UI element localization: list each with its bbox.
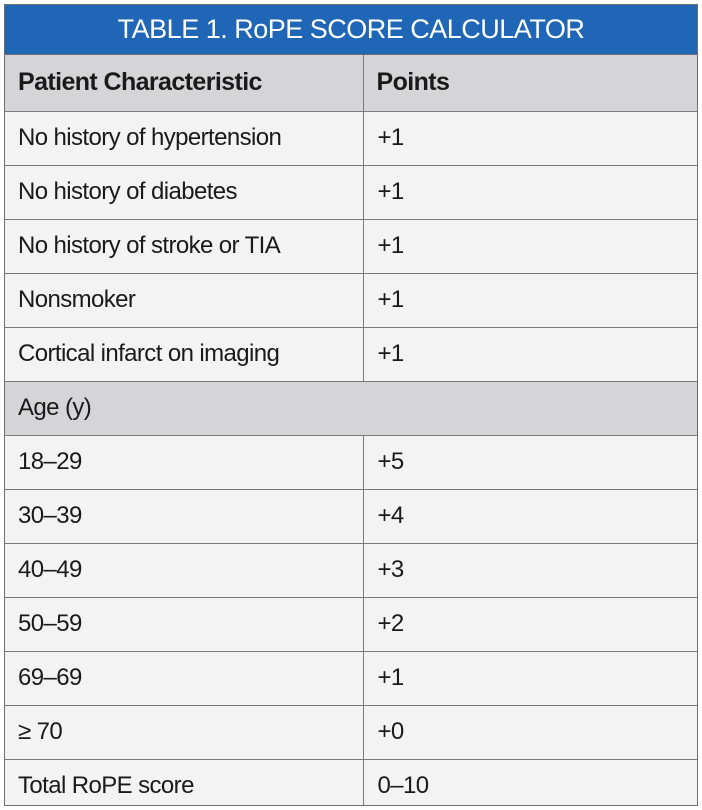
table-row <box>5 219 697 273</box>
table-row <box>5 435 697 489</box>
row-points: +5 <box>363 435 697 489</box>
age-section-label: Age (y) <box>5 381 697 435</box>
column-header-points: Points <box>363 55 697 111</box>
table-row <box>5 543 697 597</box>
age-section-header <box>5 381 697 435</box>
table-row <box>5 597 697 651</box>
row-points: +3 <box>363 543 697 597</box>
row-points: +0 <box>363 705 697 759</box>
row-label: ≥ 70 <box>5 705 363 759</box>
row-label: 40–49 <box>5 543 363 597</box>
row-points: +1 <box>363 327 697 381</box>
row-label: No history of diabetes <box>5 165 363 219</box>
row-points: +1 <box>363 219 697 273</box>
table-row <box>5 111 697 165</box>
column-header-characteristic: Patient Characteristic <box>5 55 363 111</box>
total-label: Total RoPE score <box>5 759 363 806</box>
table-row <box>5 489 697 543</box>
row-label: 50–59 <box>5 597 363 651</box>
row-label: No history of stroke or TIA <box>5 219 363 273</box>
table-row <box>5 327 697 381</box>
row-label: No history of hypertension <box>5 111 363 165</box>
row-points: +1 <box>363 273 697 327</box>
row-points: +4 <box>363 489 697 543</box>
table-row <box>5 165 697 219</box>
total-points: 0–10 <box>363 759 697 806</box>
row-label: 69–69 <box>5 651 363 705</box>
table-row <box>5 273 697 327</box>
table-title: TABLE 1. RoPE SCORE CALCULATOR <box>5 5 697 55</box>
table-row <box>5 651 697 705</box>
header-row <box>5 55 697 111</box>
row-label: Nonsmoker <box>5 273 363 327</box>
row-points: +1 <box>363 651 697 705</box>
row-label: Cortical infarct on imaging <box>5 327 363 381</box>
row-points: +1 <box>363 165 697 219</box>
row-label: 30–39 <box>5 489 363 543</box>
rope-score-table <box>4 4 698 806</box>
row-points: +2 <box>363 597 697 651</box>
table-row <box>5 705 697 759</box>
score-table <box>5 55 697 806</box>
row-points: +1 <box>363 111 697 165</box>
total-row <box>5 759 697 806</box>
row-label: 18–29 <box>5 435 363 489</box>
